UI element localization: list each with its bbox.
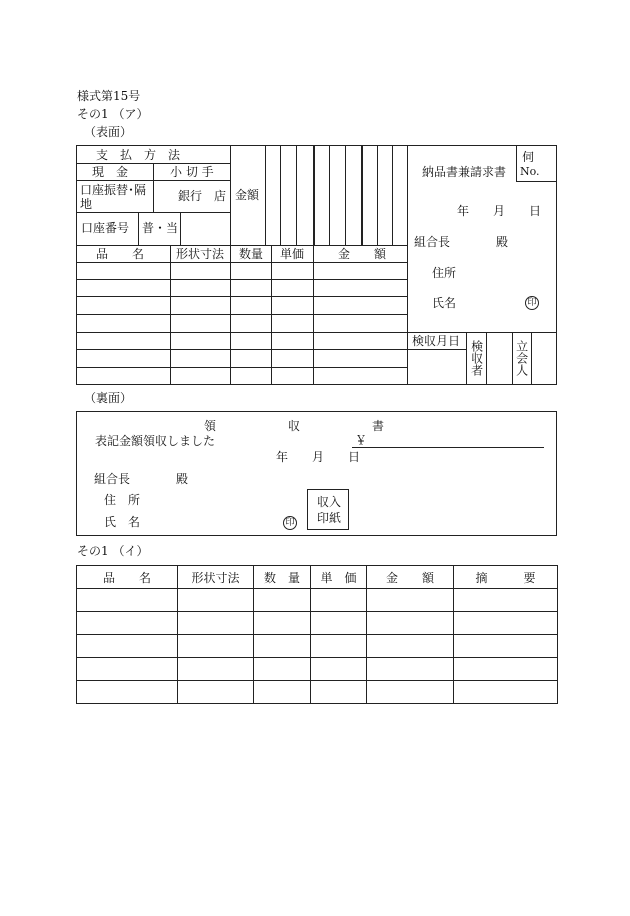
col-remarks: 摘 要: [454, 566, 558, 589]
invoice-date: 年 月 日: [457, 204, 542, 218]
receipt-union-head: 組合長: [94, 472, 131, 486]
check-label: 小 切 手: [170, 165, 214, 179]
inquiry-label: 伺: [522, 150, 535, 164]
table-row: [77, 612, 558, 635]
back-side-label: （裏面）: [84, 391, 133, 405]
address-label: 住所: [432, 266, 457, 280]
account-transfer-label: 口座振替･隔地: [80, 183, 147, 211]
receipt-date: 年 月 日: [276, 450, 361, 464]
bank-branch-label: 銀行 店: [178, 189, 227, 203]
col-item-name: 品 名: [77, 566, 178, 589]
revenue-stamp-line1: 収入: [317, 495, 342, 509]
account-type-label: 普・当: [142, 221, 179, 235]
col-quantity: 数 量: [254, 566, 311, 589]
receipt-seal-icon: 印: [283, 516, 297, 530]
receipt-address: 住 所: [104, 493, 141, 507]
receipt-title: 領 収 書: [204, 419, 385, 433]
inspection-date-label: 検収月日: [412, 334, 461, 348]
amount-header: 金 額: [338, 247, 387, 261]
receipt-sama: 殿: [176, 472, 189, 486]
witness-label: 立会人: [514, 340, 529, 376]
unit-price-header: 単価: [280, 247, 305, 261]
col-amount: 金 額: [367, 566, 454, 589]
invoice-title: 納品書兼請求書: [422, 165, 507, 179]
table-row: [77, 589, 558, 612]
col-unit-price: 単 価: [311, 566, 367, 589]
number-label: No.: [520, 165, 540, 178]
table-row: [77, 635, 558, 658]
form-number: 様式第15号: [77, 89, 141, 103]
received-text: 表記金額領収しました: [95, 434, 216, 448]
inspector-label: 検収者: [469, 340, 484, 376]
sama-label: 殿: [496, 235, 509, 249]
quantity-header: 数量: [239, 247, 264, 261]
table-row: [77, 681, 558, 704]
part-b-label: その1 （イ）: [77, 544, 149, 558]
receipt-name: 氏 名: [104, 515, 141, 529]
part-a-label: その1 （ア）: [77, 107, 149, 121]
table-header-row: [77, 566, 558, 589]
revenue-stamp-line2: 印紙: [317, 511, 342, 525]
front-side-label: （表面）: [84, 125, 133, 139]
col-shape-size: 形状寸法: [178, 566, 254, 589]
account-number-label: 口座番号: [81, 221, 130, 235]
table-row: [77, 658, 558, 681]
part-b-table: [76, 565, 558, 704]
name-label: 氏名: [432, 296, 457, 310]
union-head-label: 組合長: [414, 235, 451, 249]
payment-method-label: 支 払 方 法: [96, 148, 181, 162]
cash-label: 現 金: [92, 165, 129, 179]
shape-size-header: 形状寸法: [176, 247, 225, 261]
seal-icon: 印: [525, 296, 539, 310]
yen-sign: ￥: [355, 433, 368, 447]
item-name-header: 品 名: [96, 247, 145, 261]
amount-label: 金額: [235, 188, 260, 202]
amount-underline: [352, 447, 544, 448]
